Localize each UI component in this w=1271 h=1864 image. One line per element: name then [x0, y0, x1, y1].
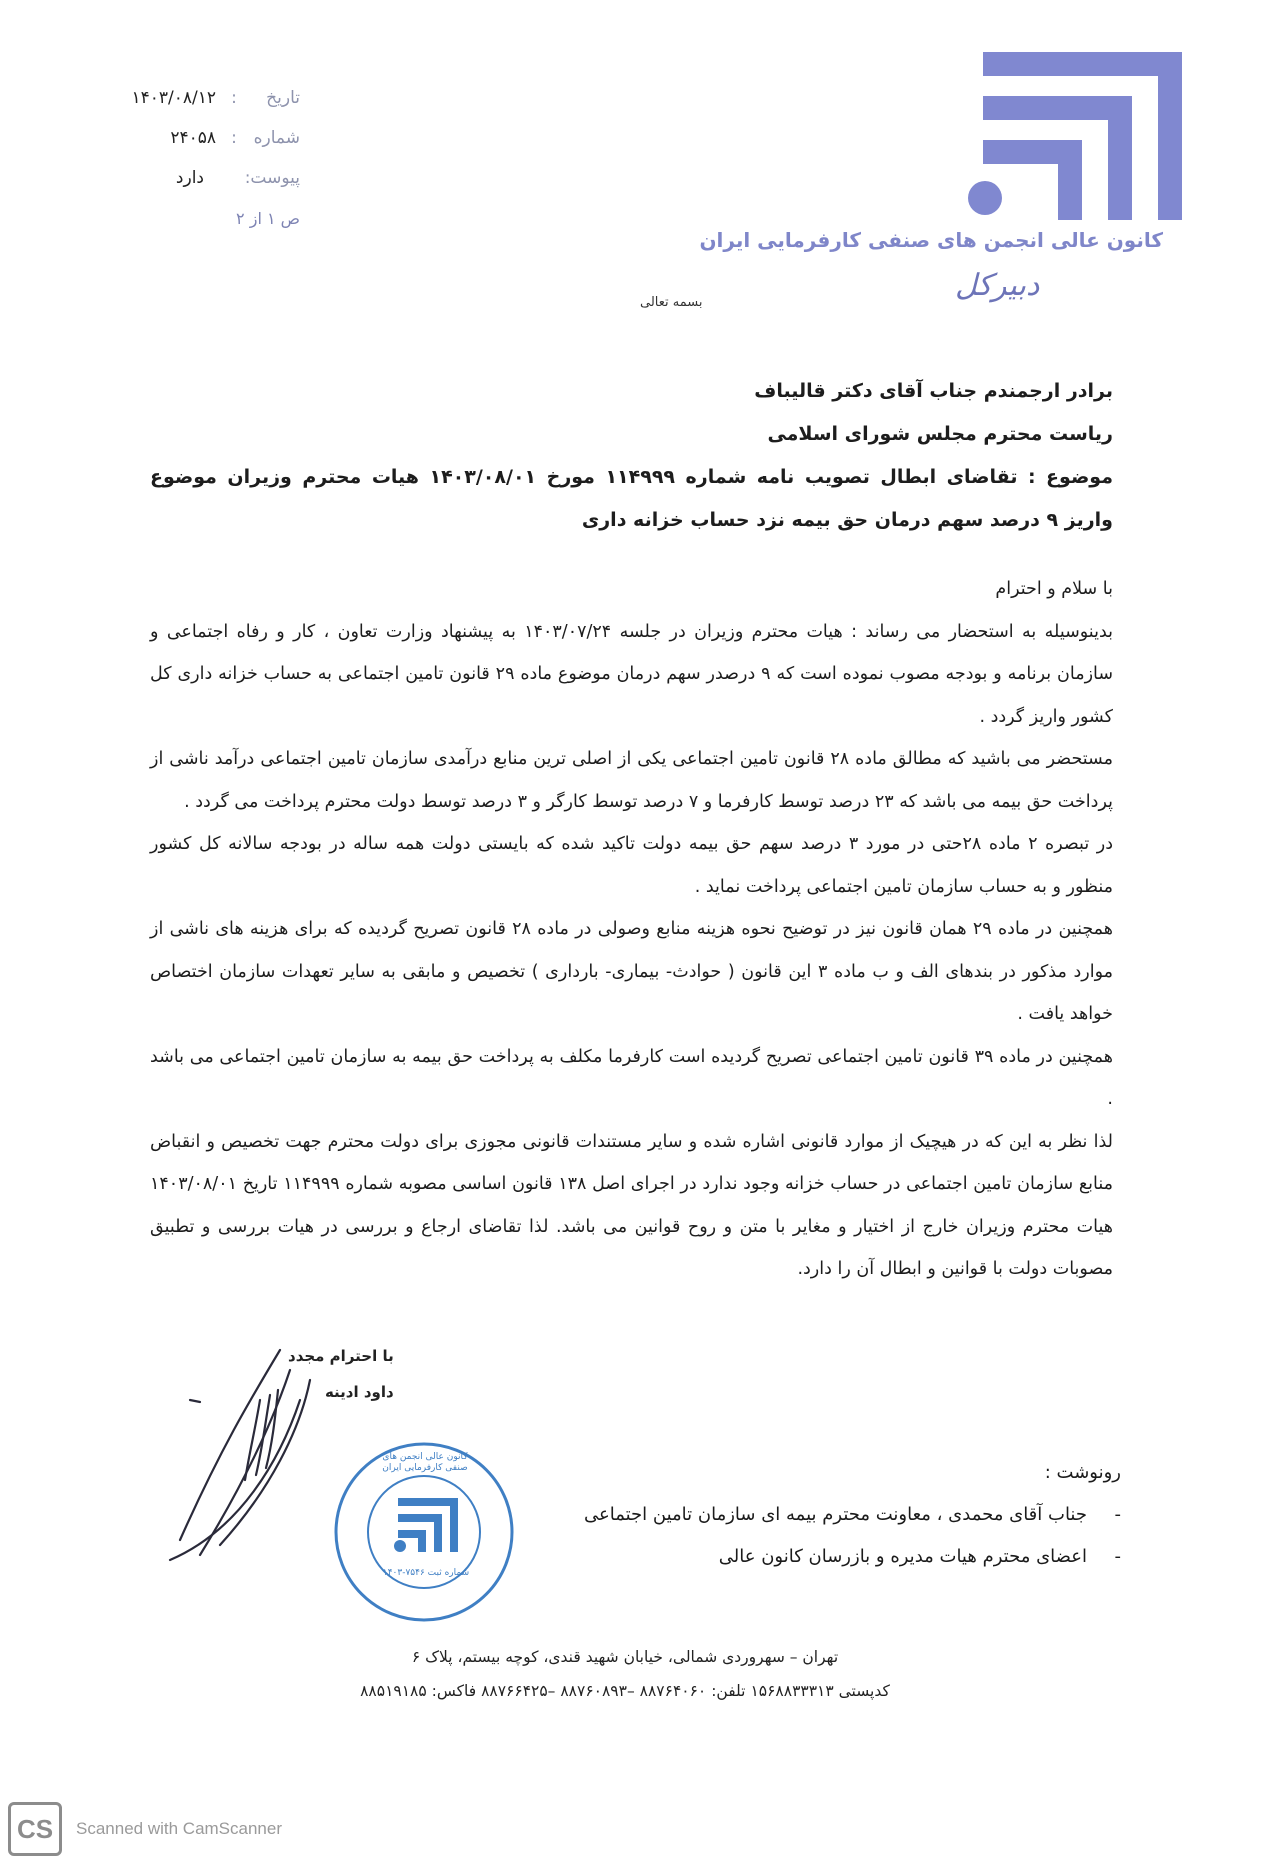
number-label: شماره — [253, 128, 300, 148]
stamp-registration: شماره ثبت ۷۵۴۶-۱۴۰۳ — [382, 1568, 470, 1578]
paragraph-1: بدینوسیله به استحضار می رساند : هیات محترم وزیران در جلسه ۱۴۰۳/۰۷/۲۴ به پیشنهاد وزارت تعاون ، کار و رفاه اجتماعی و سازمان برنامه و بودجه مصوب نموده است که ۹ درصدر سهم درمان موضوع ماده ۲۹ قانون تامین اجتماعی به حساب خزانه داری کل کشور واریز گردد . — [150, 621, 1114, 727]
camscanner-text: Scanned with CamScanner — [76, 1819, 283, 1838]
stamp-ring-text: کانون عالی انجمن های صنفی کارفرمایی ایران — [382, 1452, 468, 1473]
paragraph-6: لذا نظر به این که در هیچیک از موارد قانونی اشاره شده و سایر مستندات قانونی مجوزی برای دولت محترم جهت تخصیص و انقباض منابع سازمان تامین اجتماعی در حساب خزانه وجود ندارد در اجرای اصل ۱۳۸ قانون اساسی مصوبه شماره ۱۱۴۹۹۹ تاریخ ۱۴۰۳/۰۸/۰۱ هیات محترم وزیران خارج از اختیار و مغایر با متن و روح قوانین می باشد. لذا تقاضای ارجاع و بررسی در هیات بررسی و تطبیق مصوبات دولت با قوانین و ابطال آن را دارد. — [150, 1131, 1113, 1279]
cc-item — [500, 1494, 1121, 1536]
attachment-label: پیوست: — [244, 168, 300, 188]
subject-line: موضوع : تقاضای ابطال تصویب نامه شماره ۱۱۴۹۹۹ مورخ ۱۴۰۳/۰۸/۰۱ هیات محترم وزیران موضوع واریز ۹ درصد سهم درمان حق بیمه نزد حساب خزانه داری — [150, 466, 1113, 531]
letter-heading — [150, 370, 1113, 542]
closing-regards: با احترام مجدد — [288, 1347, 394, 1365]
date-row — [85, 78, 300, 118]
signer-name: داود ادینه — [324, 1383, 394, 1401]
paragraph-5: همچنین در ماده ۳۹ قانون تامین اجتماعی تصریح گردیده است کارفرما مکلف به پرداخت حق بیمه به سازمان تامین اجتماعی می باشد . — [150, 1046, 1114, 1109]
bismillah: بسمه تعالی — [640, 295, 703, 310]
date-value: ۱۴۰۳/۰۸/۱۲ — [131, 88, 216, 108]
paragraph-3: در تبصره ۲ ماده ۲۸حتی در مورد ۳ درصد سهم حق بیمه دولت تاکید شده که بایستی دولت همه ساله در بودجه سالانه کل کشور منظور و به حساب سازمان تامین اجتماعی پرداخت نماید . — [150, 834, 1113, 897]
number-value: ۲۴۰۵۸ — [170, 128, 216, 148]
date-label: تاریخ — [266, 88, 300, 108]
page-row — [85, 198, 300, 238]
letter-body — [150, 568, 1113, 1291]
greeting: با سلام و احترام — [995, 579, 1113, 599]
attachment-value: دارد — [175, 168, 204, 188]
recipient-line: برادر ارجمندم جناب آقای دکتر قالیباف — [754, 380, 1113, 402]
recipient-title: ریاست محترم مجلس شورای اسلامی — [767, 423, 1113, 445]
attachment-row — [85, 158, 300, 198]
cc-section — [500, 1452, 1121, 1578]
footer-contacts: کدپستی ۱۵۶۸۸۳۳۳۱۳ تلفن: ۸۸۷۶۴۰۶۰ –۸۸۷۶۰۸۹۳ –۸۸۷۶۶۴۲۵ فاکس: ۸۸۵۱۹۱۸۵ — [360, 1682, 890, 1700]
cc-label: رونوشت : — [1044, 1462, 1121, 1483]
cc-item — [500, 1536, 1121, 1578]
organization-logo — [955, 48, 1195, 228]
closing — [288, 1338, 394, 1410]
number-colon: : — [231, 128, 237, 148]
camscanner-watermark — [8, 1802, 282, 1856]
letter-meta — [85, 78, 300, 238]
cc-item-text: اعضای محترم هیات مدیره و بازرسان کانون عالی — [718, 1546, 1087, 1567]
date-colon: : — [231, 88, 237, 108]
organization-name: کانون عالی انجمن های صنفی کارفرمایی ایران — [699, 228, 1163, 252]
cc-item-text: جناب آقای محمدی ، معاونت محترم بیمه ای سازمان تامین اجتماعی — [583, 1504, 1087, 1525]
secretary-general-label: دبیرکل — [955, 268, 1040, 303]
number-row — [85, 118, 300, 158]
page-indicator: ص ۱ از ۲ — [236, 208, 300, 228]
footer-address: تهران – سهروردی شمالی، خیابان شهید قندی، کوچه بیستم، پلاک ۶ — [411, 1648, 839, 1666]
paragraph-4: همچنین در ماده ۲۹ همان قانون نیز در توضیح نحوه هزینه منابع وصولی در ماده ۲۸ قانون تصریح گردیده که برای هزینه های ناشی از موارد مذکور در بندهای الف و ب ماده ۳ این قانون ( حوادث- بیماری- بارداری ) تخصیص و مابقی به سایر تعهدات سازمان اختصاص خواهد یافت . — [150, 919, 1114, 1024]
camscanner-icon: CS — [8, 1802, 62, 1856]
paragraph-2: مستحضر می باشید که مطالق ماده ۲۸ قانون تامین اجتماعی یکی از اصلی ترین منابع درآمدی سازمان تامین اجتماعی درآمد ناشی از پرداخت حق بیمه می باشد که ۲۳ درصد توسط کارفرما و ۷ درصد توسط کارگر و ۳ درصد توسط دولت محترم پرداخت می گردد . — [150, 749, 1114, 812]
